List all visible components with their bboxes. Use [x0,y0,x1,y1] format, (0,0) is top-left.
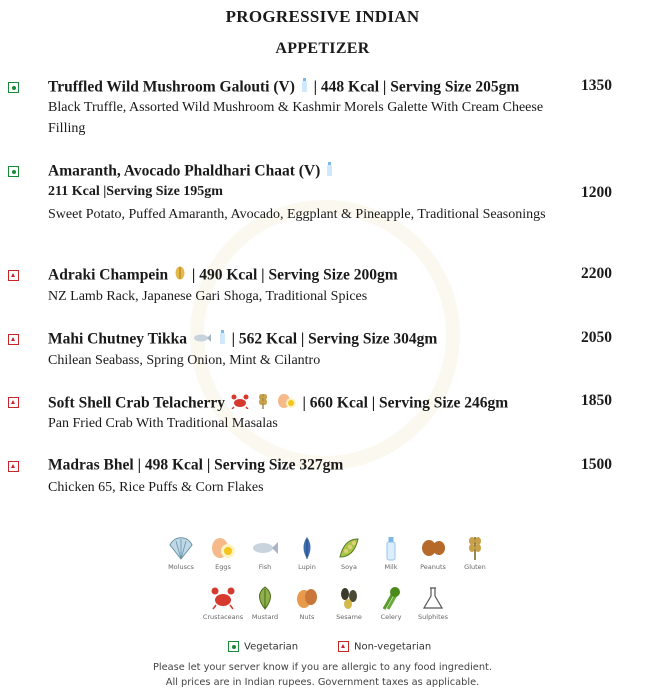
item-title-line [48,392,508,415]
crustaceans-icon [210,585,236,611]
nonveg-marker-icon [8,397,19,408]
allergen-label: Gluten [464,563,486,571]
allergen-label: Celery [380,613,402,621]
allergen-label: Nuts [299,613,315,621]
item-description: Sweet Potato, Puffed Amaranth, Avocado, Eggplant & Pineapple, Traditional Seasonings [48,207,546,222]
item-details: | 498 Kcal | Serving Size 327gm [137,456,344,474]
mustard-legend [244,585,286,621]
sulphites-icon [420,585,446,611]
sesame-icon [336,585,362,611]
item-description: Black Truffle, Assorted Wild Mushroom & Kashmir Morels Galette With Cream Cheese Filling [48,100,544,136]
gluten-legend [454,535,496,571]
item-price: 1200 [581,184,612,201]
milk-legend [370,535,412,571]
soya-legend [328,535,370,571]
item-title-line [48,329,437,350]
veg-key-label: Vegetarian [244,641,299,653]
mustard-icon [252,585,278,611]
nonveg-key [338,641,431,653]
item-price: 1350 [581,77,612,94]
allergen-label: Mustard [251,613,279,621]
milk-icon [378,535,404,561]
item-name: Mahi Chutney Tikka [48,330,187,348]
allergen-label: Fish [258,563,272,571]
item-details: | 562 Kcal | Serving Size 304gm [231,330,438,348]
menu-title: PROGRESSIVE INDIAN [225,7,420,26]
price-note: All prices are in Indian rupees. Government taxes as applicable. [165,677,480,688]
lupin-legend [286,535,328,571]
item-price: 1850 [581,392,612,409]
veg-marker-icon [8,166,19,177]
soya-icon [336,535,362,561]
moluscs-legend [160,535,202,571]
lupin-icon [294,535,320,561]
item-name: Amaranth, Avocado Phaldhari Chaat (V) [48,162,321,180]
item-details: | 490 Kcal | Serving Size 200gm [191,266,398,284]
allergen-label: Sulphites [417,613,449,621]
item-description: Chilean Seabass, Spring Onion, Mint & Cilantro [48,353,321,368]
fish-icon [252,535,278,561]
celery-legend [370,585,412,621]
item-name: Adraki Champein [48,266,169,284]
item-details: 211 Kcal |Serving Size 195gm [48,184,223,199]
item-details: | 448 Kcal | Serving Size 205gm [313,78,520,96]
milk-icon [219,329,226,350]
nonveg-marker-icon [8,270,19,281]
item-name: Soft Shell Crab Telacherry [48,394,225,412]
milk-icon [301,77,308,98]
allergen-label: Soya [341,563,357,571]
item-price: 2050 [581,329,612,346]
veg-marker-icon [8,82,19,93]
item-details: | 660 Kcal | Serving Size 246gm [302,394,509,412]
eggs-icon [210,535,236,561]
item-description: Chicken 65, Rice Puffs & Corn Flakes [48,480,264,495]
sesame-legend [328,585,370,621]
section-title: APPETIZER [275,40,370,57]
item-name: Truffled Wild Mushroom Galouti (V) [48,78,295,96]
nonveg-marker-icon [338,641,349,652]
gluten-icon [462,535,488,561]
veg-key [228,641,298,653]
item-description: NZ Lamb Rack, Japanese Gari Shoga, Traditional Spices [48,289,368,304]
item-price: 2200 [581,265,612,282]
item-title-line [48,161,335,182]
peanuts-icon [420,535,446,561]
nonveg-key-label: Non-vegetarian [354,641,432,653]
allergen-label: Moluscs [168,563,194,571]
item-title-line [48,456,343,474]
gluten-icon [257,392,269,415]
item-description: Pan Fried Crab With Traditional Masalas [48,416,278,431]
allergen-label: Crustaceans [202,613,244,621]
nuts-icon [294,585,320,611]
allergen-label: Sesame [336,613,362,621]
mustard-icon [174,265,186,286]
milk-icon [326,161,333,182]
fish-legend [244,535,286,571]
item-price: 1500 [581,456,612,473]
celery-icon [378,585,404,611]
veg-marker-icon [228,641,239,652]
allergy-note: Please let your server know if you are allergic to any food ingredient. [153,662,492,673]
allergen-label: Milk [384,563,398,571]
allergen-label: Lupin [298,563,316,571]
item-name: Madras Bhel [48,456,134,474]
crustaceans-legend [202,585,244,621]
nuts-legend [286,585,328,621]
item-title-line [48,77,519,98]
item-title-line [48,265,398,286]
nonveg-marker-icon [8,461,19,472]
nonveg-marker-icon [8,334,19,345]
allergen-label: Eggs [215,563,231,571]
fish-icon [193,331,211,349]
crab-icon [231,393,249,414]
eggs-icon [277,393,297,414]
peanuts-legend [412,535,454,571]
sulphites-legend [412,585,454,621]
moluscs-icon [168,535,194,561]
eggs-legend [202,535,244,571]
allergen-label: Peanuts [420,563,446,571]
